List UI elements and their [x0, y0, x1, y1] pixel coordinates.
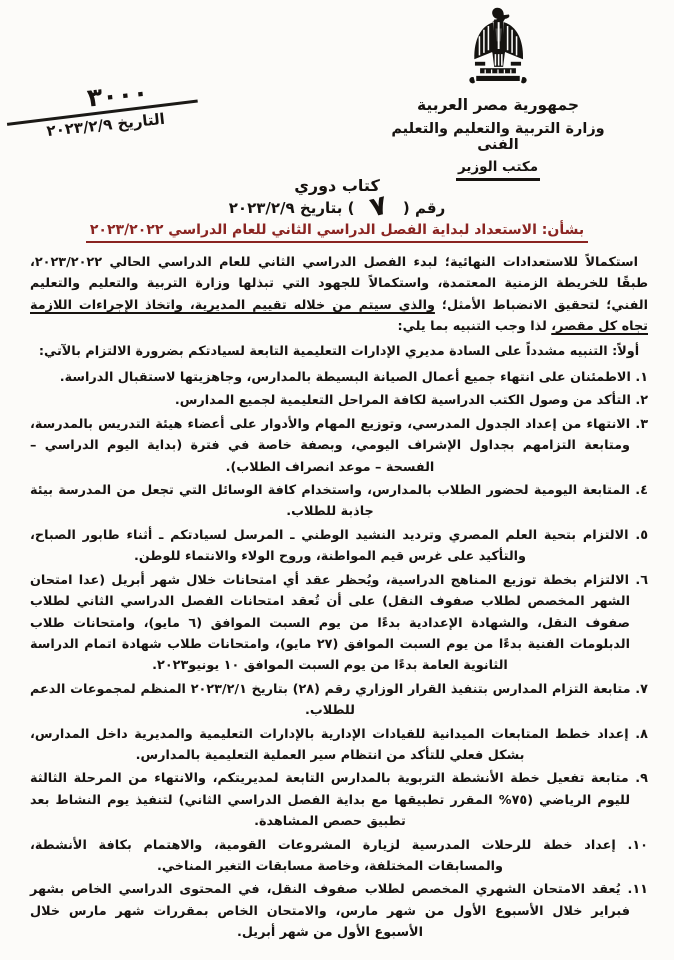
letterhead-ministry: وزارة التربية والتعليم والتعليم الفنى	[391, 121, 605, 153]
list-item	[30, 570, 648, 677]
date-stamp-value: ٢٠٢٣/٢/٩	[45, 115, 114, 141]
list-item	[30, 679, 648, 722]
list-item	[30, 525, 648, 568]
item-number: ١.	[635, 370, 648, 386]
letterhead-country: جمهورية مصر العربية	[416, 96, 580, 114]
list-item	[30, 724, 648, 767]
list-item	[30, 390, 648, 411]
list-item	[30, 768, 648, 832]
circular-number-suffix: ) بتاريخ ٢٠٢٣/٢/٩	[228, 199, 355, 217]
item-number: ١٠.	[627, 837, 648, 853]
item-text: المتابعة اليومية لحضور الطلاب بالمدارس، واستخدام كافة الوسائل التي تجعل من المدرسة بيئة جاذبة للطلاب.	[30, 483, 631, 520]
item-number: ٦.	[635, 572, 648, 588]
document-type-title: كتاب دوري	[294, 176, 380, 195]
item-number: ٧.	[635, 681, 648, 697]
document-body	[30, 252, 648, 946]
list-item	[30, 480, 648, 523]
circular-number-line	[0, 189, 674, 224]
item-text: إعداد خطة للرحلات المدرسية لزيارة المشروعات القومية، والاهتمام بكافة الأنشطة، والمسابقات المختلفة، وخاصة مسابقات التغير المناخي.	[30, 837, 616, 874]
intro-tail: لذا وجب التنبيه بما يلي:	[397, 319, 552, 335]
letterhead-office: مكتب الوزير	[456, 159, 540, 181]
handwritten-annotations	[2, 74, 206, 145]
item-number: ٢.	[635, 393, 648, 409]
items-list	[30, 367, 648, 944]
egypt-eagle-emblem-icon	[370, 6, 626, 92]
intro-lead: استكمالاً للاستعدادات النهائية؛ لبدء الفصل الدراسي الثاني للعام الدراسي الحالي ٢٠٢٣/٢٠٢٢، طبقًا للخريطة الزمنية المعتمدة، واستكمالاً للجهود التي تبذلها وزارة التربية والتعليم والتعليم الفني؛ لتحقيق الانضباط الأمثل؛	[30, 255, 648, 313]
item-number: ٨.	[635, 726, 648, 742]
list-item	[30, 414, 648, 478]
item-number: ٩.	[635, 771, 648, 787]
intro-underlined-clause: والذي سيتم من خلاله تقييم المديرية، واتخاذ الإجراءات اللازمة تجاه كل مقصر،	[30, 297, 648, 335]
handwritten-circular-number: ٧	[367, 189, 391, 224]
intro-paragraph	[30, 252, 648, 338]
item-number: ٣.	[635, 416, 648, 432]
item-text: متابعة تفعيل خطة الأنشطة التربوية بالمدارس التابعة لمديريتكم، والانتهاء من المرحلة الثالثة لليوم الرياضي (٧٥% المقرر تطبيقها مع بداية الفصل الدراسي الثاني) لتنفيذ يوم النشاط بعد تطبيق حصص المشاهدة.	[30, 771, 630, 830]
list-item	[30, 879, 648, 943]
item-text: التأكد من وصول الكتب الدراسية لكافة المراحل التعليمية لجميع المدارس.	[174, 393, 631, 409]
subject-line: بشأن: الاستعداد لبداية الفصل الدراسي الثاني للعام الدراسي ٢٠٢٣/٢٠٢٢	[86, 222, 588, 243]
list-item	[30, 835, 648, 878]
item-text: إعداد خطط المتابعات الميدانية للقيادات الإدارية بالإدارات التعليمية والمديرية داخل المدارس، بشكل فعلي للتأكد من انتظام سير العملية التعليمية بالمدارس.	[30, 726, 629, 763]
item-number: ٤.	[635, 483, 648, 499]
copies-count: ٣٠٠٠	[85, 77, 150, 113]
date-stamp-label: التاريخ	[116, 109, 166, 133]
item-number: ٥.	[635, 527, 648, 543]
item-text: الالتزام بتحية العلم المصري وترديد النشيد الوطني ـ المرسل لسيادتكم ـ أثناء طابور الصباح، والتأكيد على غرس قيم المواطنة، وروح الولاء والانتماء للوطن.	[30, 527, 629, 565]
title-block	[0, 176, 674, 243]
item-text: متابعة التزام المدارس بتنفيذ القرار الوزاري رقم (٢٨) بتاريخ ٢٠٢٣/٢/١ المنظم لمجموعات الدعم للطلاب.	[30, 681, 631, 719]
item-text: الانتهاء من إعداد الجدول المدرسي، وتوزيع المهام والأدوار على أعضاء هيئة التدريس بالمدرسة، ومتابعة التزامهم بجداول الإشراف اليومي، وبصفة خاصة في فترة (بداية اليوم الدراسي – الفسحة – موعد انصراف الطلاب).	[30, 416, 631, 475]
list-item	[30, 367, 648, 388]
item-text: الاطمئنان على انتهاء جميع أعمال الصيانة البسيطة بالمدارس، وجاهزيتها لاستقبال الدراسة.	[59, 370, 631, 386]
letterhead	[370, 6, 626, 181]
section-heading: أولاً: التنبيه مشدداً على السادة مديري الإدارات التعليمية التابعة لسيادتكم بضرورة الالتزام بالآتي:	[38, 343, 640, 359]
item-text: يُعقد الامتحان الشهري المخصص لطلاب صفوف النقل، في المحتوى الدراسي الخاص بشهر فبراير خلال الأسبوع الأول من شهر مارس، والامتحان الخاص بمقررات شهر مارس خلال الأسبوع الأول من شهر أبريل.	[30, 882, 630, 941]
item-text: الالتزام بخطة توزيع المناهج الدراسية، ويُحظر عقد أي امتحانات خلال شهر أبريل (عدا امتحان الشهر المخصص لطلاب صفوف النقل) على أن تُعقد امتحانات الفصل الدراسي الثاني لطلاب صفوف النقل، والشهادة الإعدادية بدءًا من يوم السبت الموافق (٦ مايو)، وامتحانات طلاب الدبلومات الفنية بدءًا من يوم السبت الموافق (٢٧ مايو)، وامتحانات طلاب شهادة اتمام الدراسة الثانوية العامة بدءًا من يوم السبت الموافق ١٠ يونيو٢٠٢٣.	[30, 572, 631, 674]
circular-number-prefix: رقم (	[402, 199, 446, 217]
item-number: ١١.	[627, 882, 648, 898]
